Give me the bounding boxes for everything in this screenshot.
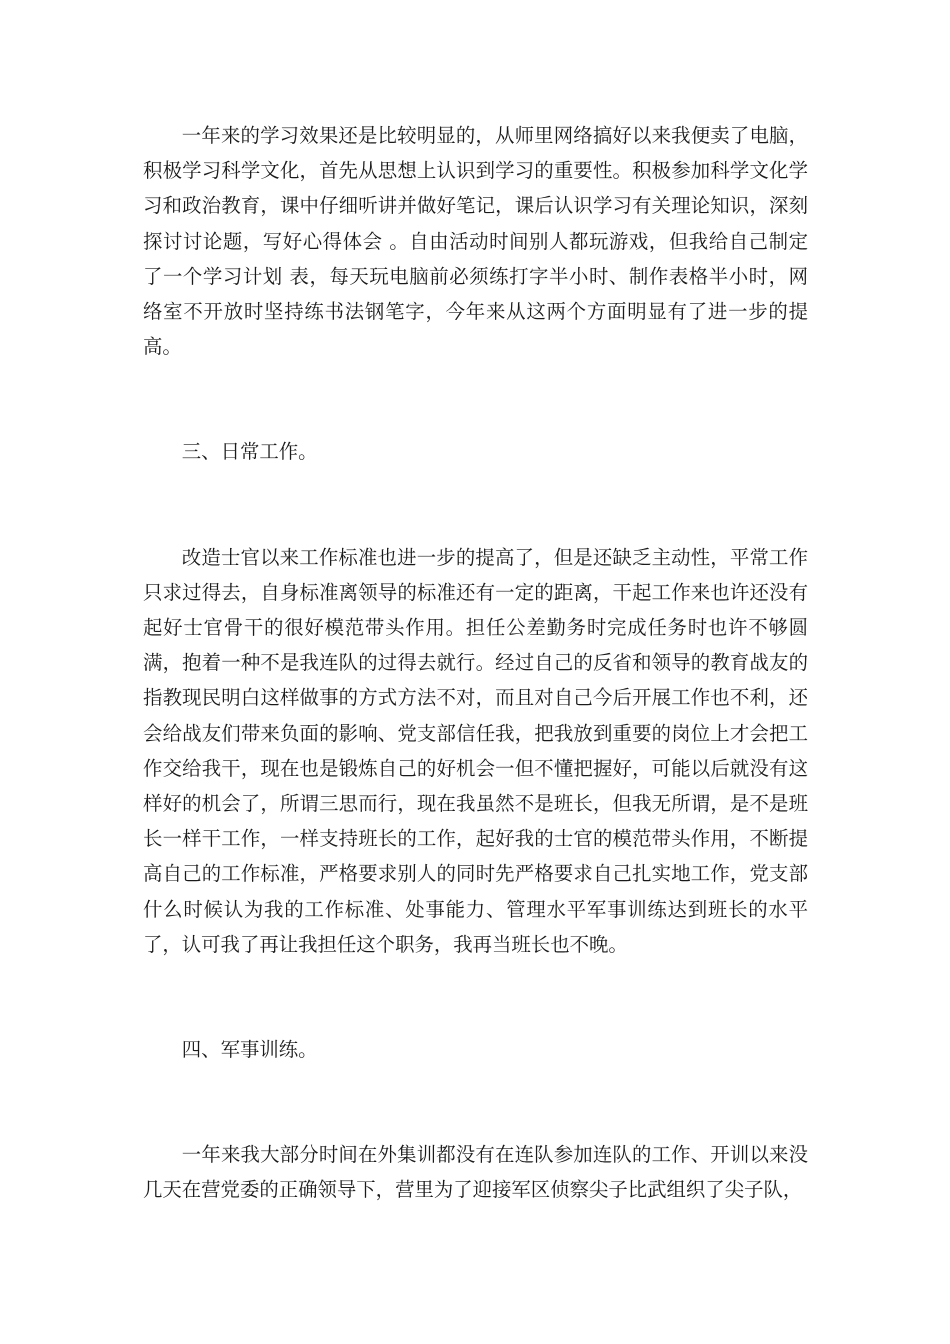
paragraph-study-results: 一年来的学习效果还是比较明显的，从师里网络搞好以来我便卖了电脑，积极学习科学文化，首先从思想上认识到学习的重要性。积极参加科学文化学习和政治教育，课中仔细听讲并做好笔记，课后认识学习有关理论知识，深刻探讨讨论题，写好心得体会 。自由活动时间别人都玩游戏，但我给自己制定了一个学习计划 表，每天玩电脑前必须练打字半小时、制作表格半小时，网络室不开放时坚持练书法钢笔字，今年来从这两个方面明显有了进一步的提高。	[143, 124, 808, 359]
spacer	[143, 364, 808, 434]
spacer	[143, 962, 808, 1032]
document-body	[143, 118, 808, 1208]
heading-military-training: 四、军事训练。	[181, 1038, 318, 1062]
heading-daily-work: 三、日常工作。	[181, 440, 318, 464]
spacer	[143, 470, 808, 540]
paragraph-daily-work: 改造士官以来工作标准也进一步的提高了，但是还缺乏主动性，平常工作只求过得去，自身标准离领导的标准还有一定的距离，干起工作来也许还没有起好士官骨干的很好模范带头作用。担任公差勤务时完成任务时也许不够圆满，抱着一种不是我连队的过得去就行。经过自己的反省和领导的教育战友的指教现民明白这样做事的方式方法不对，而且对自己今后开展工作也不利，还会给战友们带来负面的影响、党支部信任我，把我放到重要的岗位上才会把工作交给我干，现在也是锻炼自己的好机会一但不懂把握好，可能以后就没有这样好的机会了，所谓三思而行，现在我虽然不是班长，但我无所谓，是不是班长一样干工作，一样支持班长的工作，起好我的士官的模范带头作用，不断提高自己的工作标准，严格要求别人的同时先严格要求自己扎实地工作，党支部什么时候认为我的工作标准、处事能力、管理水平军事训练达到班长的水平了，认可我了再让我担任这个职务，我再当班长也不晚。	[143, 545, 808, 956]
paragraph-military-training: 一年来我大部分时间在外集训都没有在连队参加连队的工作、开训以来没几天在营党委的正确领导下，营里为了迎接军区侦察尖子比武组织了尖子队，	[143, 1143, 808, 1202]
spacer	[143, 1067, 808, 1137]
